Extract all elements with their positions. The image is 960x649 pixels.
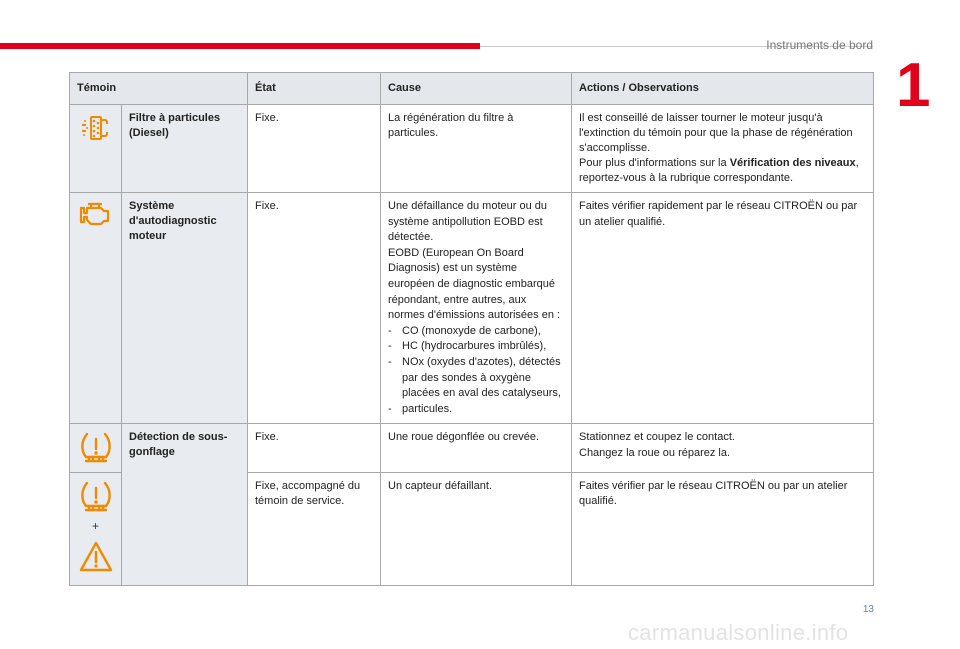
icon-cell [70, 105, 122, 193]
engine-check-icon [77, 199, 114, 229]
cause-cell [381, 193, 572, 424]
watermark: carmanualsonline.info [628, 620, 849, 645]
table-row [70, 105, 874, 193]
etat-cell: Fixe, accompagné du témoin de service. [248, 473, 381, 586]
section-title: Instruments de bord [766, 38, 873, 52]
particle-filter-icon [77, 111, 114, 145]
etat-cell: Fixe. [248, 105, 381, 193]
action-text-line2: Pour plus d'informations sur la [579, 157, 727, 169]
cause-cell: La régénération du filtre à particules. [381, 105, 572, 193]
chapter-number: 1 [896, 51, 931, 120]
cause-paragraph: Une défaillance du moteur ou du système antipollution EOBD est détectée. [388, 200, 547, 244]
action-cell: Faites vérifier rapidement par le réseau CITROËN ou par un atelier qualifié. [572, 193, 874, 424]
action-text: Changez la roue ou réparez la. [579, 446, 731, 459]
table-header-row [70, 73, 874, 105]
temoin-name: Détection de sous-gonflage [122, 424, 248, 586]
cause-cell: Une roue dégonflée ou crevée. [381, 424, 572, 473]
column-header-cause: Cause [381, 73, 572, 105]
temoin-name: Filtre à particules (Diesel) [122, 105, 248, 193]
action-link-verification: Vérification des niveaux [729, 157, 856, 169]
icon-cell [70, 193, 122, 424]
action-cell: Faites vérifier par le réseau CITROËN ou par un atelier qualifié. [572, 473, 874, 586]
list-item: - particules. [388, 402, 564, 418]
tyre-pressure-icon [77, 430, 114, 466]
page-number: 13 [862, 604, 874, 615]
table-row [70, 193, 874, 424]
plus-sign: + [91, 519, 99, 534]
cause-cell: Un capteur défaillant. [381, 473, 572, 586]
table-row [70, 424, 874, 473]
tyre-pressure-icon [77, 479, 114, 515]
etat-cell: Fixe. [248, 424, 381, 473]
column-header-temoin: Témoin [70, 73, 248, 105]
list-item: - NOx (oxydes d'azotes), détectés par des sondes à oxygène placées en aval des catalyseurs, [388, 355, 564, 402]
action-text-after: , reportez-vous à la rubrique correspondante. [579, 157, 859, 184]
warning-lights-table [69, 72, 874, 586]
action-cell [572, 424, 874, 473]
emissions-list [388, 324, 564, 418]
warning-triangle-icon [77, 540, 114, 574]
list-item: - HC (hydrocarbures imbrûlés), [388, 339, 564, 355]
action-text: Stationnez et coupez le contact. [579, 431, 735, 444]
etat-cell: Fixe. [248, 193, 381, 424]
column-header-actions: Actions / Observations [572, 73, 874, 105]
cause-paragraph: EOBD (European On Board Diagnosis) est un système européen de diagnostic embarqué répondant, entre autres, aux normes d'émissions autorisées en : [388, 246, 561, 322]
icon-cell [70, 473, 122, 586]
icon-cell [70, 424, 122, 473]
temoin-name: Système d'autodiagnostic moteur [122, 193, 248, 424]
column-header-etat: État [248, 73, 381, 105]
list-item: - CO (monoxyde de carbone), [388, 324, 564, 340]
action-cell [572, 105, 874, 193]
header-red-bar [0, 43, 480, 49]
action-text: Il est conseillé de laisser tourner le moteur jusqu'à l'extinction du témoin pour que la phase de régénération s'accomplisse. [579, 112, 853, 154]
